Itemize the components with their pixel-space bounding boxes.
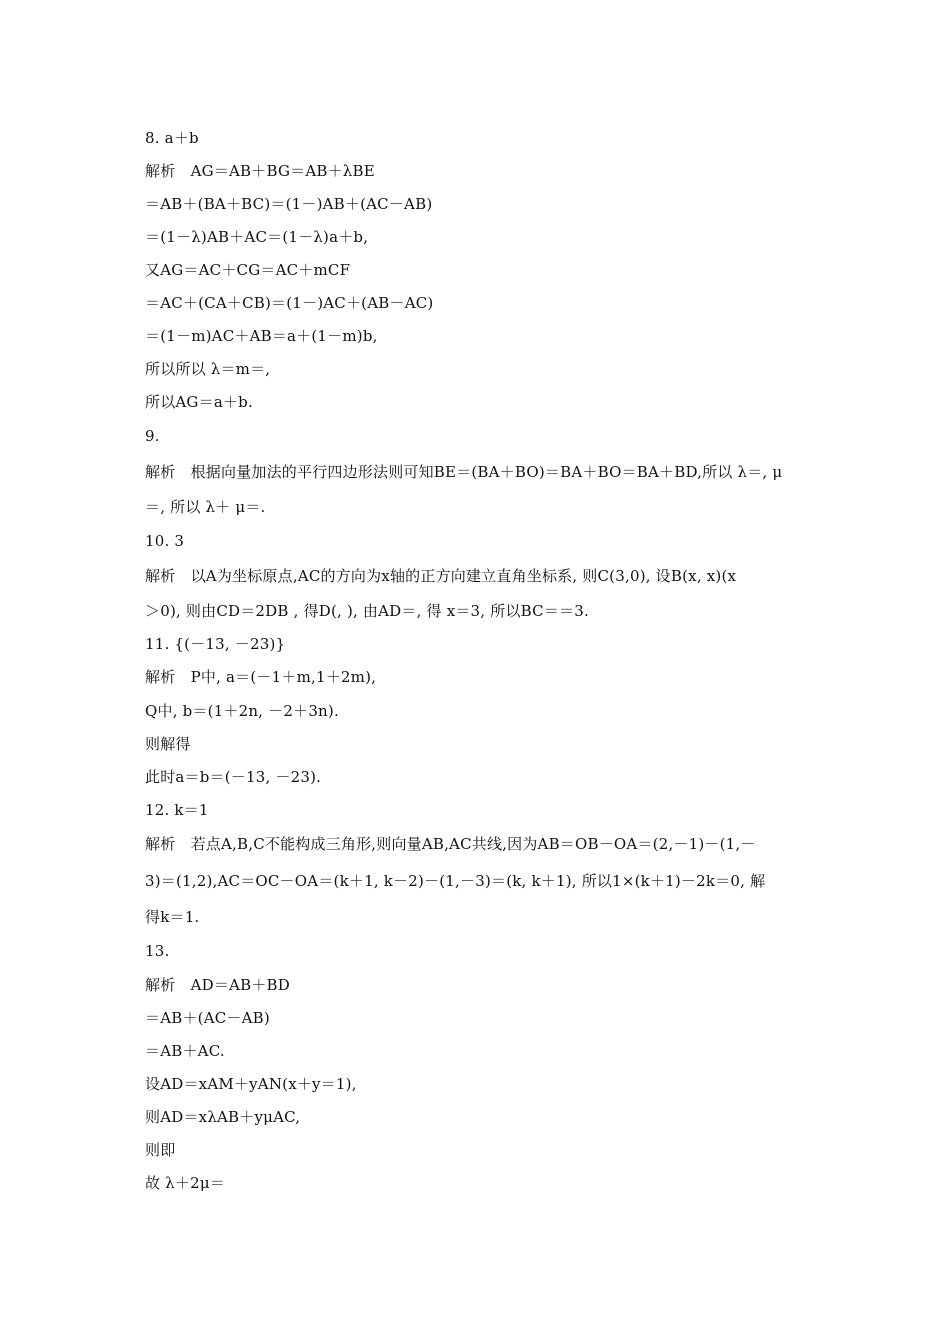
answer-10-header: 10. 3 [145,532,185,550]
answer-8-line-1: 解析 AG＝AB＋BG＝AB＋λBE [145,162,375,180]
answer-11-line-3: 则解得 [145,735,191,753]
answer-13-line-1: 解析 AD＝AB＋BD [145,976,290,994]
answer-11-line-4: 此时a＝b＝(－13, －23). [145,768,322,786]
answer-8-line-7: 所以所以 λ＝m＝, [145,360,271,378]
answer-13-line-2: ＝AB＋(AC－AB) [145,1009,270,1027]
answer-13-line-4: 设AD＝xAM＋yAN(x＋y＝1), [145,1075,357,1093]
answer-13-header: 13. [145,942,170,960]
answer-9-line-2: ＝, 所以 λ＋ μ＝. [145,498,266,516]
answer-12-line-1: 解析 若点A,B,C不能构成三角形,则向量AB,AC共线,因为AB＝OB－OA＝(2,－1)－(1,－ [145,835,756,853]
answer-12-line-2: 3)＝(1,2),AC＝OC－OA＝(k＋1, k－2)－(1,－3)＝(k, k＋1), 所以1×(k＋1)－2k＝0, 解 [145,872,766,890]
answer-13-line-6: 则即 [145,1141,176,1159]
answer-8-line-4: 又AG＝AC＋CG＝AC＋mCF [145,261,351,279]
answer-8-line-3: ＝(1－λ)AB＋AC＝(1－λ)a＋b, [145,228,369,246]
answer-11-line-2: Q中, b＝(1＋2n, －2＋3n). [145,702,339,720]
answer-10-line-2: ＞0), 则由CD＝2DB , 得D(, ), 由AD＝, 得 x＝3, 所以BC＝＝3. [145,602,589,620]
answer-12-line-3: 得k＝1. [145,908,200,926]
answer-8-line-6: ＝(1－m)AC＋AB＝a＋(1－m)b, [145,327,378,345]
answer-11-header: 11. {(－13, －23)} [145,635,286,653]
answer-8-line-2: ＝AB＋(BA＋BC)＝(1－)AB＋(AC－AB) [145,195,433,213]
answer-9-line-1: 解析 根据向量加法的平行四边形法则可知BE＝(BA＋BO)＝BA＋BO＝BA＋BD,所以 λ＝, μ [145,463,783,481]
answer-13-line-7: 故 λ＋2μ＝ [145,1174,225,1192]
answer-9-header: 9. [145,427,160,445]
answer-13-line-5: 则AD＝xλAB＋yμAC, [145,1108,301,1126]
answer-12-header: 12. k＝1 [145,801,209,819]
answer-10-line-1: 解析 以A为坐标原点,AC的方向为x轴的正方向建立直角坐标系, 则C(3,0), 设B(x, x)(x [145,567,737,585]
answer-8-header: 8. a＋b [145,129,199,147]
answer-11-line-1: 解析 P中, a＝(－1＋m,1＋2m), [145,668,377,686]
answer-8-line-8: 所以AG＝a＋b. [145,393,253,411]
answer-13-line-3: ＝AB＋AC. [145,1042,225,1060]
answer-8-line-5: ＝AC＋(CA＋CB)＝(1－)AC＋(AB－AC) [145,294,434,312]
